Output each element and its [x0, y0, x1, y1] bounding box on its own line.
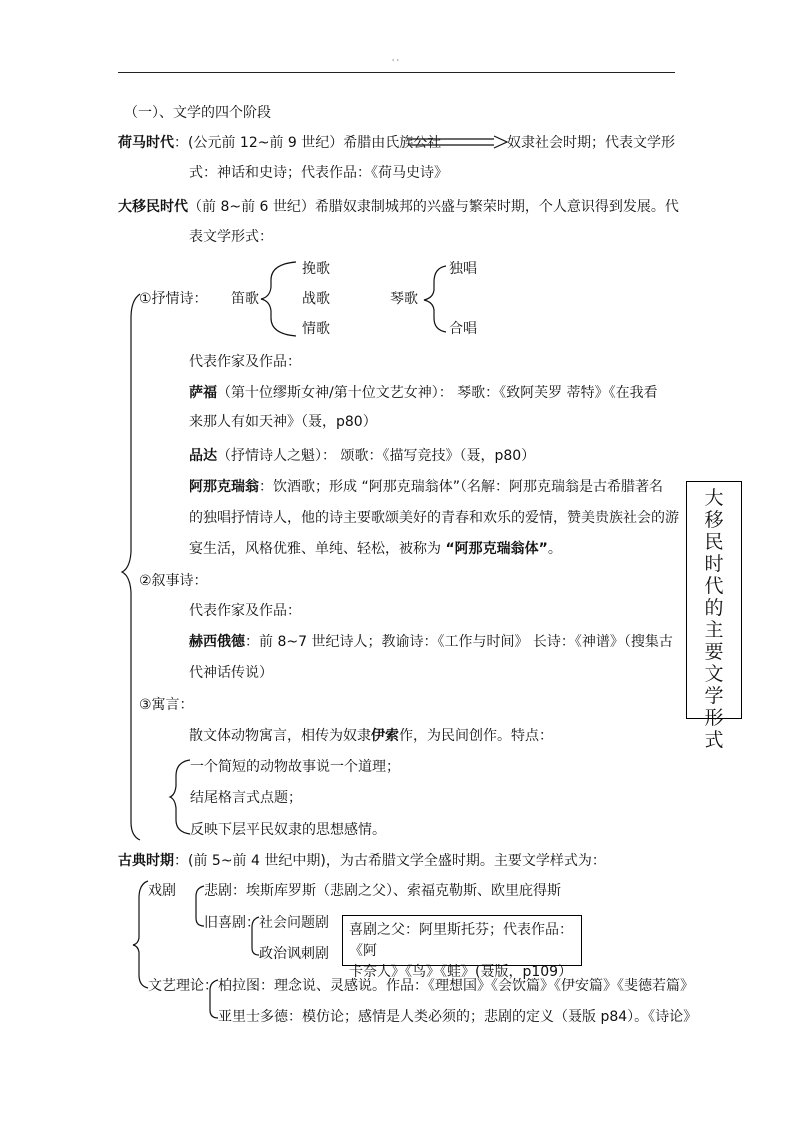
sappho-line1-rest: （第十位缪斯女神/第十位文艺女神）： 琴歌：《致阿芙罗 蒂特》《在我看 — [217, 385, 658, 401]
migration-line-2: 表文学形式： — [189, 229, 273, 245]
anacreon-line3-pre: 宴生活，风格优雅、单纯、轻松，被称为 — [189, 541, 446, 557]
narrative-label: ②叙事诗： — [139, 573, 208, 589]
homer-line1-pre: ：(公元前 12~前 9 世纪）希腊由氏族公社 — [174, 135, 442, 151]
comedy-note-line-1: 喜剧之父：阿里斯托芬；代表作品：《阿 — [349, 922, 573, 959]
side-char: 民 — [704, 531, 724, 553]
side-char: 文 — [704, 663, 724, 685]
fable-desc — [189, 727, 553, 745]
migration-term: 大移民时代 — [118, 199, 188, 215]
migration-line1-rest: （前 8~前 6 世纪）希腊奴隶制城邦的兴盛与繁荣时期，个人意识得到发展。代 — [188, 199, 679, 215]
anacreon-line-3 — [189, 540, 562, 558]
fable-feature: 反映下层平民奴隶的思想感情。 — [190, 822, 386, 838]
fable-desc-post: 作，为民间创作。特点： — [399, 728, 553, 744]
fable-desc-pre: 散文体动物寓言，相传为奴隶 — [189, 728, 371, 744]
homer-line-1 — [118, 134, 441, 152]
side-char: 式 — [704, 729, 724, 751]
hesiod-line-1 — [189, 633, 673, 651]
theory-label: 文艺理论： — [148, 978, 218, 994]
migration-line-1 — [118, 198, 679, 216]
anacreon-line-1 — [189, 478, 663, 496]
anacreon-line-2: 的独唱抒情诗人，他的诗主要歌颂美好的青春和欢乐的爱情，赞美贵族社会的游 — [189, 510, 679, 526]
homer-line1-post: 奴隶社会时期；代表文学形 — [507, 135, 675, 151]
side-char: 移 — [704, 509, 724, 531]
aesop-name: 伊索 — [371, 728, 399, 744]
narrative-reps-label: 代表作家及作品： — [189, 603, 301, 619]
comedy-note-box — [342, 915, 582, 980]
homer-line-2: 式：神话和史诗；代表作品：《荷马史诗》 — [189, 165, 448, 181]
hesiod-line1-rest: ：前 8~7 世纪诗人；教谕诗：《工作与时间》 长诗：《神谱》（搜集古 — [245, 634, 673, 650]
pindar-name: 品达 — [189, 448, 217, 464]
lyric-reps-label: 代表作家及作品： — [189, 354, 301, 370]
flute-song: 笛歌 — [231, 291, 259, 307]
flute-item: 挽歌 — [302, 261, 330, 277]
political-satire-drama: 政治讽刺剧 — [259, 946, 329, 962]
lyre-item: 合唱 — [449, 321, 477, 337]
tragedy-line: 悲剧：埃斯库罗斯（悲剧之父）、索福克勒斯、欧里庇得斯 — [204, 883, 561, 899]
classical-term: 古典时期 — [118, 853, 174, 869]
pindar-line — [189, 447, 535, 465]
classical-line-1 — [118, 852, 606, 870]
lyre-item: 独唱 — [449, 261, 477, 277]
classical-line1-rest: ：(前 5~前 4 世纪中期)，为古希腊文学全盛时期。主要文学样式为： — [174, 853, 606, 869]
side-char: 时 — [704, 553, 724, 575]
header-mark: ' ' — [392, 58, 399, 67]
plato-line: 柏拉图：理念说、灵感说。作品：《理想国》《会饮篇》《伊安篇》《斐德若篇》 — [218, 978, 694, 994]
anacreon-style-term: “阿那克瑞翁体” — [445, 541, 548, 557]
hesiod-line-2: 代神话传说） — [189, 665, 273, 681]
lyre-song: 琴歌 — [390, 291, 418, 307]
old-comedy-label: 旧喜剧： — [204, 915, 260, 931]
side-label-box — [686, 481, 742, 751]
side-char: 形 — [704, 707, 724, 729]
anacreon-line3-post: 。 — [547, 541, 562, 557]
lyric-label: ①抒情诗： — [139, 291, 208, 307]
side-char: 学 — [704, 685, 724, 707]
aristotle-line: 亚里士多德：模仿论；感情是人类必须的；悲剧的定义（聂版 p84）。《诗论》 — [218, 1009, 698, 1025]
anacreon-name: 阿那克瑞翁 — [189, 479, 259, 495]
drama-label: 戏剧 — [148, 883, 176, 899]
anacreon-line1-rest: ：饮酒歌；形成 “阿那克瑞翁体”（名解：阿那克瑞翁是古希腊著名 — [259, 479, 663, 495]
sappho-line-2: 来那人有如天神》（聂，p80） — [189, 414, 377, 430]
side-char: 大 — [704, 487, 724, 509]
side-char: 的 — [704, 597, 724, 619]
sappho-name: 萨福 — [189, 385, 217, 401]
social-problem-drama: 社会问题剧 — [259, 915, 329, 931]
fable-feature: 结尾格言式点题； — [190, 790, 302, 806]
fable-label: ③寓言： — [139, 697, 194, 713]
hesiod-name: 赫西俄德 — [189, 634, 245, 650]
fable-feature: 一个简短的动物故事说一个道理； — [190, 759, 400, 775]
side-char: 要 — [704, 641, 724, 663]
flute-item: 情歌 — [302, 321, 330, 337]
side-char: 主 — [704, 619, 724, 641]
homer-term: 荷马时代 — [118, 135, 174, 151]
section-title: （一）、文学的四个阶段 — [124, 105, 271, 121]
side-char: 代 — [704, 575, 724, 597]
comedy-note-line-2: 卡奈人》《鸟》《蛙》(聂版，p109） — [349, 964, 573, 980]
sappho-line-1 — [189, 384, 658, 402]
flute-item: 战歌 — [302, 291, 330, 307]
pindar-rest: （抒情诗人之魁）： 颂歌：《描写竞技》（聂，p80） — [217, 448, 536, 464]
